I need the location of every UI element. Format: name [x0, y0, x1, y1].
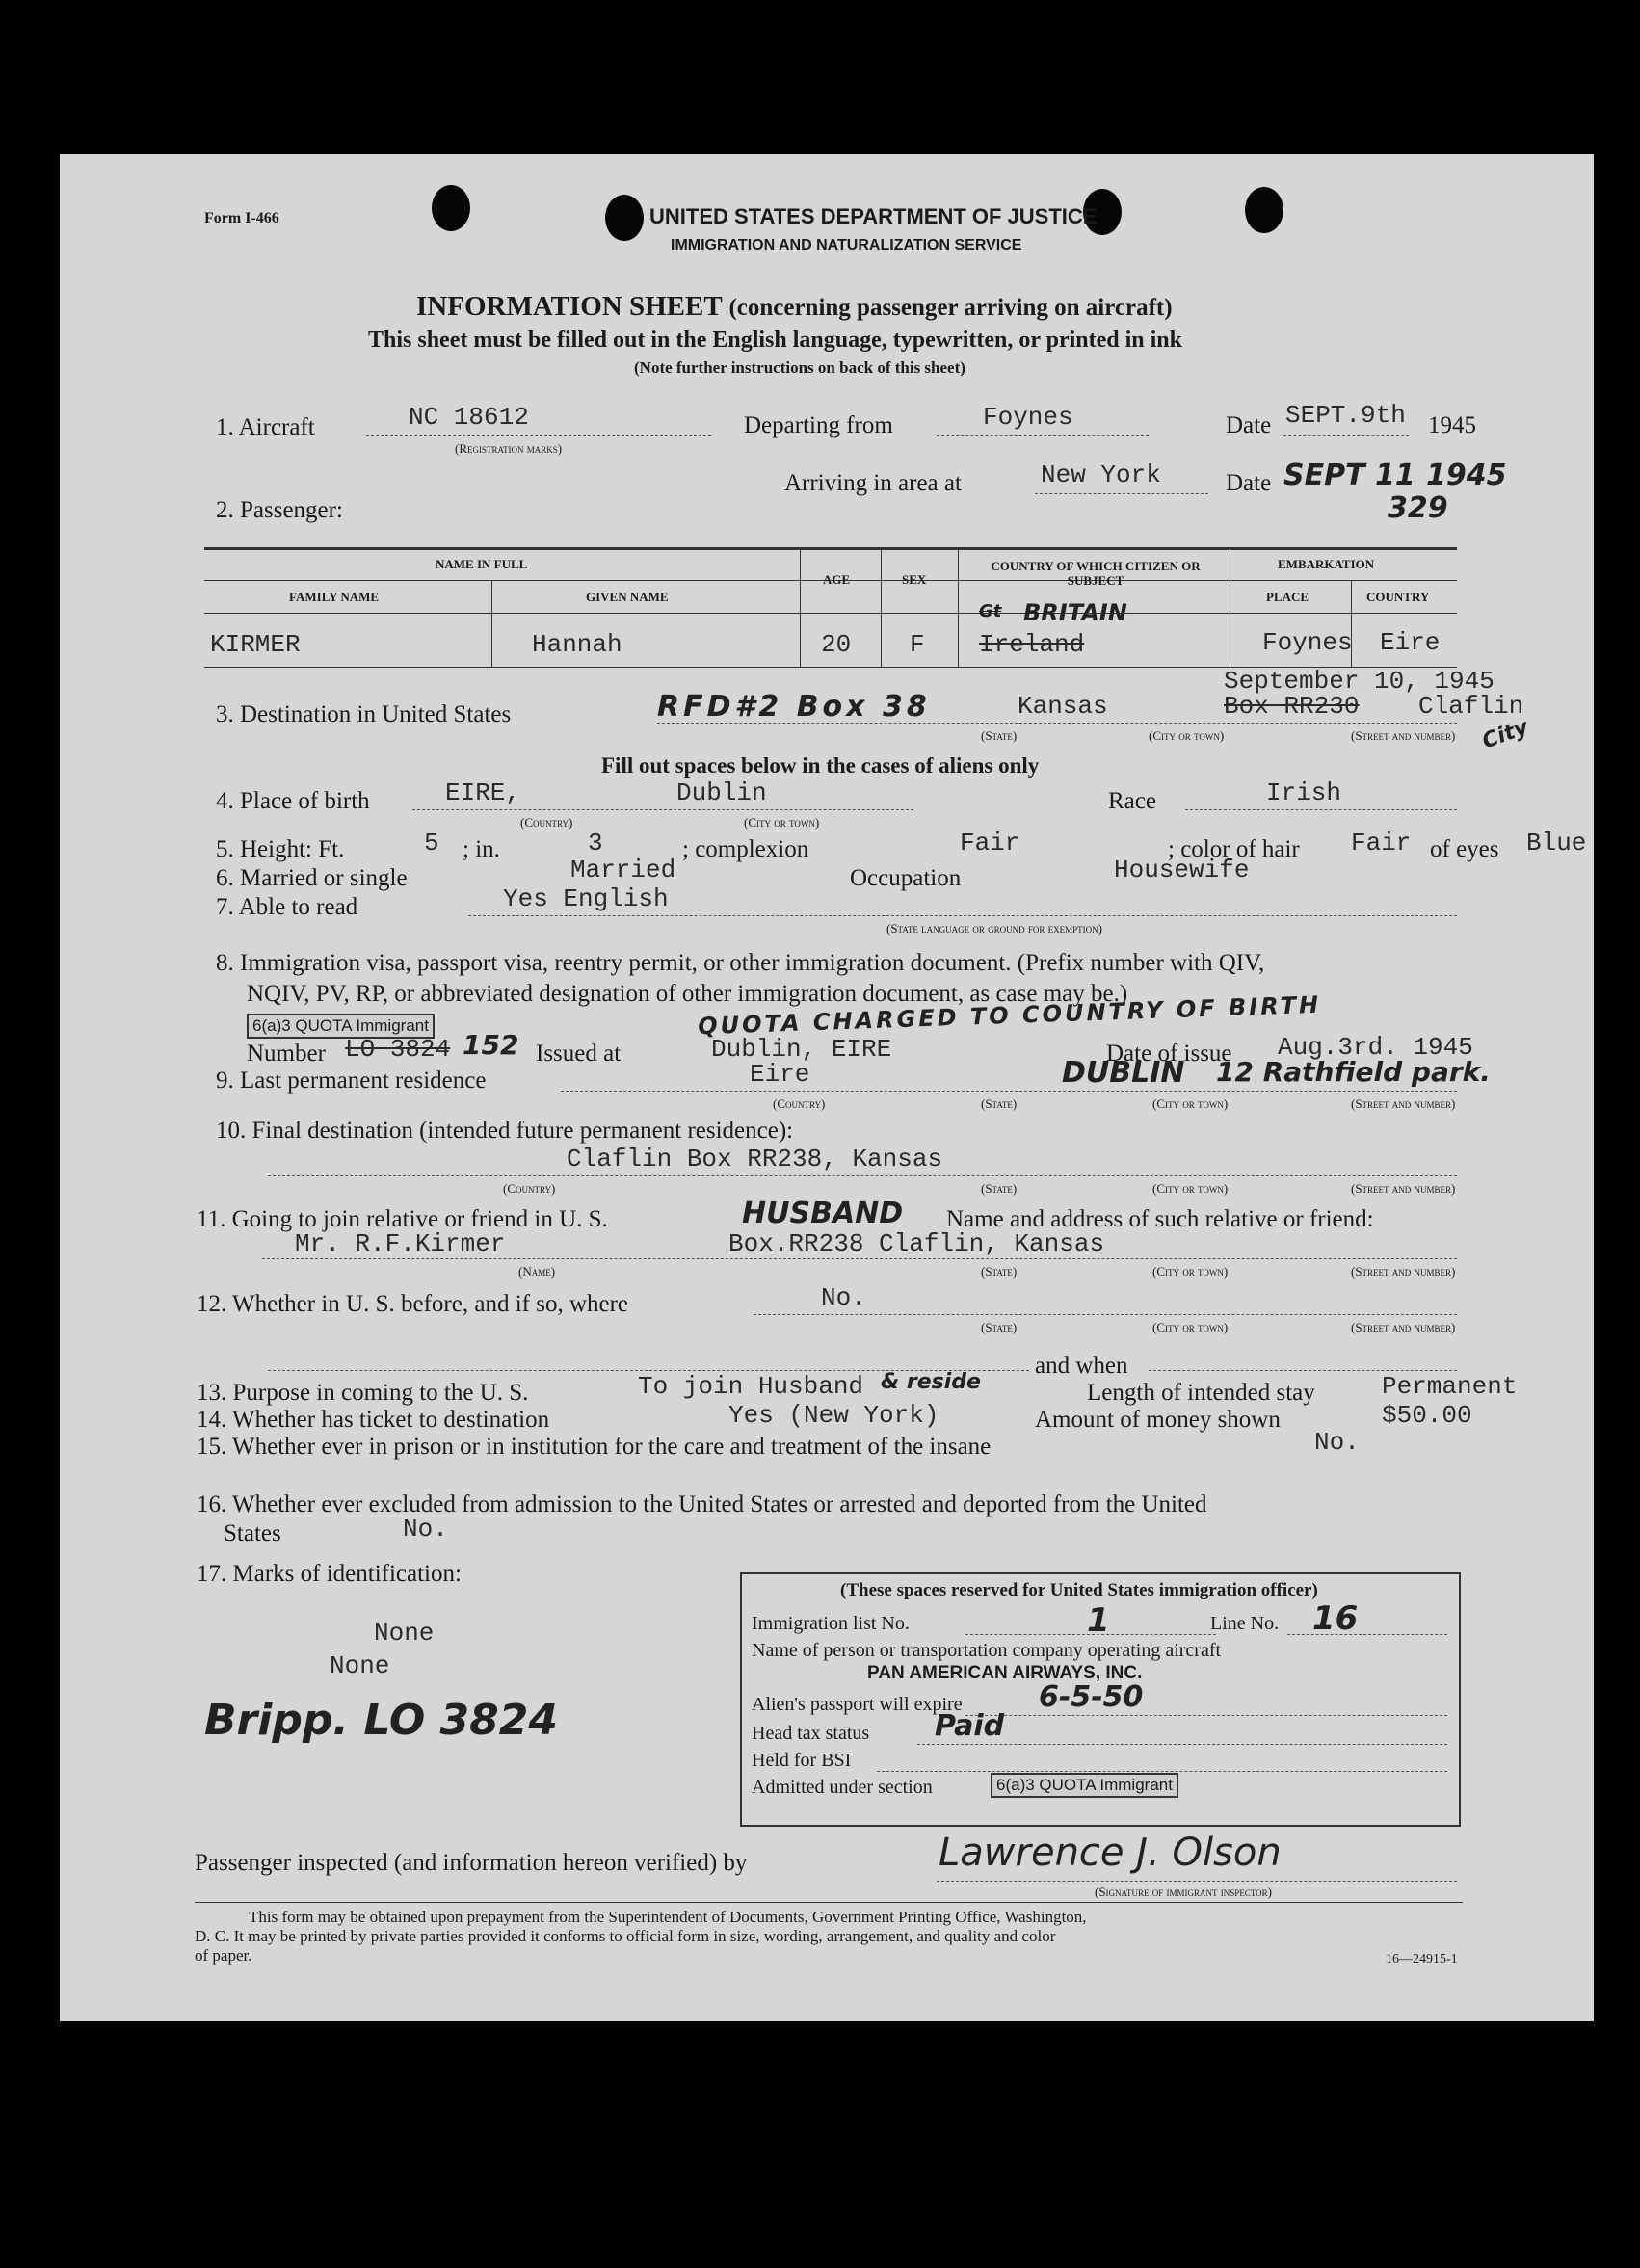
and-when-label: and when: [1035, 1353, 1128, 1379]
family-name-header: FAMILY NAME: [289, 590, 380, 604]
race-value: Irish: [1266, 778, 1342, 807]
final-label: 10. Final destination (intended future permanent residence):: [216, 1118, 794, 1144]
read-label: 7. Able to read: [216, 894, 358, 920]
prison-value: No.: [1314, 1428, 1360, 1457]
city-caption: (City or town): [1152, 1096, 1229, 1111]
emb-country-value: Eire: [1380, 628, 1441, 657]
date-issue-label: Date of issue: [1106, 1041, 1232, 1067]
marks-label: 17. Marks of identification:: [197, 1561, 462, 1587]
marks-value-2: None: [330, 1651, 390, 1680]
head-tax-value: Paid: [935, 1709, 1005, 1743]
operator-value: PAN AMERICAN AIRWAYS, INC.: [867, 1663, 1143, 1683]
signature-caption: (Signature of immigrant inspector): [1095, 1885, 1272, 1899]
join-relation-hand: HUSBAND: [742, 1197, 904, 1230]
excluded-value: No.: [403, 1515, 448, 1543]
country-caption: (Country): [503, 1181, 556, 1196]
arrive-note: 329: [1388, 491, 1448, 525]
number-label: Number: [247, 1041, 326, 1067]
arrive-date: SEPT 11: [1283, 459, 1415, 492]
list-no-value: 1: [1087, 1601, 1110, 1640]
form-number: Form I-466: [204, 210, 279, 226]
join-name: Mr. R.F.Kirmer: [295, 1229, 506, 1258]
ticket-label: 14. Whether has ticket to destination: [197, 1407, 550, 1433]
money-label: Amount of money shown: [1035, 1407, 1281, 1433]
height-label: 5. Height: Ft.: [216, 836, 345, 862]
bsi-label: Held for BSI: [752, 1750, 852, 1771]
given-name-header: GIVEN NAME: [586, 590, 669, 604]
height-in: 3: [588, 829, 603, 857]
form-sheet: [60, 154, 1594, 2021]
inspector-signature: Lawrence J. Olson: [939, 1831, 1282, 1875]
quota-note-hand: QUOTA CHARGED TO COUNTRY OF BIRTH: [697, 990, 1322, 1041]
purpose-label: 13. Purpose in coming to the U. S.: [197, 1380, 529, 1406]
issued-label: Issued at: [536, 1041, 622, 1067]
departing-value: Foynes: [983, 403, 1073, 432]
hair-value: Fair: [1351, 829, 1412, 857]
arrive-year: 1945: [1426, 459, 1507, 492]
footer-line-3: of paper.: [195, 1946, 252, 1965]
country-caption: (Country): [520, 815, 573, 830]
passport-expire-label: Alien's passport will expire: [752, 1694, 963, 1715]
issued-value: Dublin, EIRE: [711, 1035, 892, 1064]
destination-state-hand: RFD#2 Box 38: [657, 690, 931, 724]
state-caption: (State): [981, 1264, 1018, 1279]
residence-city: DUBLIN: [1062, 1056, 1185, 1090]
footer-line-1: This form may be obtained upon prepayment from the Superintendent of Documents, Government Printing Office, Washington,: [249, 1908, 1087, 1926]
family-name-value: KIRMER: [210, 630, 301, 659]
street-caption: (Street and number): [1351, 1181, 1456, 1196]
instruction: This sheet must be filled out in the English language, typewritten, or printed in ink: [368, 328, 1182, 353]
residence-country: Eire: [750, 1060, 810, 1089]
arriving-value: New York: [1041, 461, 1161, 489]
admitted-stamp: 6(a)3 QUOTA Immigrant: [991, 1773, 1178, 1798]
emb-place-value: Foynes: [1262, 628, 1353, 657]
money-value: $50.00: [1382, 1401, 1472, 1430]
depart-year: 1945: [1428, 412, 1476, 438]
state-caption: (State): [981, 1181, 1018, 1196]
citizen-value: BRITAIN: [1023, 599, 1127, 626]
name-caption: (Name): [518, 1264, 556, 1279]
join-label: 11. Going to join relative or friend in U. S.: [197, 1206, 608, 1232]
excluded-label-2: States: [224, 1520, 281, 1546]
destination-city-hand: City: [1479, 715, 1532, 754]
punch-hole: [605, 195, 644, 241]
number-value: 152: [463, 1029, 519, 1061]
prison-label: 15. Whether ever in prison or in institution for the care and treatment of the insane: [197, 1434, 992, 1460]
name-in-full-header: NAME IN FULL: [436, 557, 528, 571]
list-no-label: Immigration list No.: [752, 1613, 910, 1634]
inch-label: ; in.: [463, 836, 500, 862]
punch-hole: [1245, 187, 1283, 233]
embarkation-header: EMBARKATION: [1278, 557, 1375, 571]
marks-value-1: None: [374, 1619, 435, 1648]
line-no-value: 16: [1312, 1599, 1359, 1638]
destination-state: Kansas: [1018, 692, 1108, 721]
race-label: Race: [1108, 788, 1156, 814]
service-name: IMMIGRATION AND NATURALIZATION SERVICE: [671, 237, 1022, 253]
arrive-date-label: Date: [1226, 470, 1272, 496]
visa-label: 8. Immigration visa, passport visa, reentry permit, or other immigration document. (Prefix number with QIV,: [216, 950, 1265, 976]
department-name: UNITED STATES DEPARTMENT OF JUSTICE: [649, 204, 1098, 228]
birth-city: Dublin: [676, 778, 767, 807]
occupation-label: Occupation: [850, 865, 962, 891]
line-no-label: Line No.: [1210, 1613, 1280, 1634]
married-label: 6. Married or single: [216, 865, 408, 891]
married-value: Married: [570, 856, 676, 884]
age-header: AGE: [823, 572, 851, 587]
citizen-struck: Ireland: [979, 630, 1085, 659]
read-value: Yes English: [503, 884, 669, 913]
country-header: COUNTRY: [1366, 590, 1430, 604]
occupation-value: Housewife: [1114, 856, 1250, 884]
hair-label: ; color of hair: [1168, 836, 1300, 862]
inspected-label: Passenger inspected (and information hereon verified) by: [195, 1850, 748, 1876]
final-value: Claflin Box RR238, Kansas: [567, 1145, 943, 1174]
age-value: 20: [821, 630, 852, 659]
depart-date: SEPT.9th: [1285, 401, 1406, 430]
join-label-2: Name and address of such relative or friend:: [946, 1206, 1374, 1232]
city-caption: (City or town): [744, 815, 820, 830]
purpose-value: To join Husband: [638, 1372, 864, 1401]
birth-country: EIRE,: [445, 778, 521, 807]
state-caption: (State): [981, 728, 1018, 743]
street-caption: (Street and number): [1351, 1264, 1456, 1279]
number-struck: LO 3824: [345, 1035, 451, 1064]
head-tax-label: Head tax status: [752, 1723, 870, 1744]
arriving-label: Arriving in area at: [784, 470, 962, 496]
footer-line-2: D. C. It may be printed by private parties provided it conforms to official form in size, wording, arrangement, and quality and color: [195, 1927, 1056, 1945]
city-caption: (City or town): [1149, 728, 1225, 743]
destination-street-struck: Box RR230: [1224, 692, 1360, 721]
note: (Note further instructions on back of this sheet): [634, 358, 965, 377]
form-title: INFORMATION SHEET (concerning passenger arriving on aircraft): [416, 291, 1173, 322]
date-issue-value: Aug.3rd. 1945: [1278, 1033, 1473, 1062]
state-caption: (State): [981, 1320, 1018, 1334]
officer-heading: (These spaces reserved for United States immigration officer): [840, 1580, 1318, 1600]
city-caption: (City or town): [1152, 1264, 1229, 1279]
place-header: PLACE: [1266, 590, 1309, 604]
before-label: 12. Whether in U. S. before, and if so, where: [197, 1291, 629, 1317]
complexion-label: ; complexion: [682, 836, 809, 862]
departing-label: Departing from: [744, 412, 893, 438]
citizen-struck-2: Gt: [979, 601, 1002, 621]
quota-stamp: 6(a)3 QUOTA Immigrant: [247, 1014, 435, 1039]
citizen-header: COUNTRY OF WHICH CITIZEN OR SUBJECT: [991, 559, 1201, 588]
destination-note: September 10, 1945: [1224, 667, 1495, 696]
purpose-hand: & reside: [881, 1370, 981, 1394]
street-caption: (Street and number): [1351, 1096, 1456, 1111]
sex-value: F: [910, 630, 925, 659]
admitted-label: Admitted under section: [752, 1777, 933, 1798]
state-caption: (State): [981, 1096, 1018, 1111]
sex-header: SEX: [902, 572, 927, 587]
city-caption: (City or town): [1152, 1181, 1229, 1196]
complexion-value: Fair: [960, 829, 1020, 857]
stay-value: Permanent: [1382, 1372, 1518, 1401]
print-code: 16—24915-1: [1386, 1952, 1458, 1966]
aliens-only-heading: Fill out spaces below in the cases of aliens only: [601, 753, 1040, 778]
aircraft-label: 1. Aircraft: [216, 414, 315, 440]
ticket-value: Yes (New York): [728, 1401, 939, 1430]
street-caption: (Street and number): [1351, 728, 1456, 743]
aircraft-value: NC 18612: [409, 403, 529, 432]
punch-hole: [432, 185, 470, 231]
passport-expire-value: 6-5-50: [1039, 1680, 1144, 1714]
given-name-value: Hannah: [532, 630, 622, 659]
residence-street: 12 Rathfield park.: [1216, 1056, 1491, 1088]
registration-caption: (Registration marks): [455, 441, 563, 456]
country-caption: (Country): [773, 1096, 826, 1111]
eyes-label: of eyes: [1430, 836, 1499, 862]
stay-label: Length of intended stay: [1087, 1380, 1315, 1406]
destination-label: 3. Destination in United States: [216, 701, 512, 727]
visa-label-2: NQIV, PV, RP, or abbreviated designation of other immigration document, as case may be.): [247, 981, 1128, 1007]
city-caption: (City or town): [1152, 1320, 1229, 1334]
passport-note-hand: Bripp. LO 3824: [204, 1696, 558, 1745]
residence-label: 9. Last permanent residence: [216, 1068, 487, 1094]
before-value: No.: [821, 1283, 866, 1312]
eyes-value: Blue: [1526, 829, 1587, 857]
street-caption: (Street and number): [1351, 1320, 1456, 1334]
read-caption: (State language or ground for exemption): [886, 921, 1102, 936]
destination-city: Claflin: [1418, 692, 1524, 721]
date-label: Date: [1226, 412, 1272, 438]
height-ft: 5: [424, 829, 439, 857]
excluded-label: 16. Whether ever excluded from admission to the United States or arrested and deported from the United: [197, 1491, 1207, 1517]
birth-label: 4. Place of birth: [216, 788, 370, 814]
join-address: Box.RR238 Claflin, Kansas: [728, 1229, 1105, 1258]
operator-label: Name of person or transportation company operating aircraft: [752, 1640, 1222, 1661]
passenger-label: 2. Passenger:: [216, 497, 343, 523]
